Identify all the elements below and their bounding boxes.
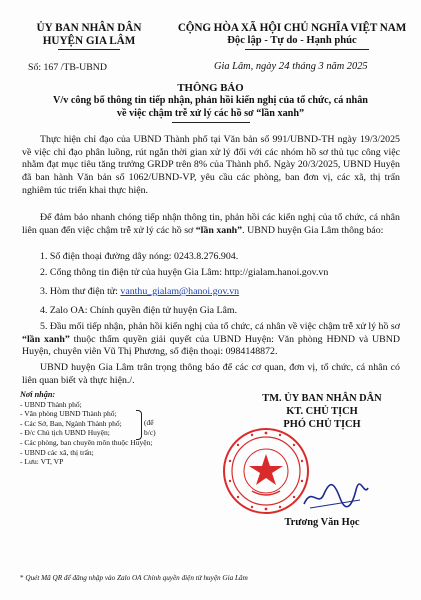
item-zalo: 4. Zalo OA: Chính quyền điện tử huyện Gia Lâm. bbox=[40, 305, 238, 316]
recipient-item: - Văn phòng UBND Thành phố; bbox=[20, 409, 117, 419]
document-number: Số: 167 /TB-UBND bbox=[28, 62, 107, 73]
recipient-item: - Các phòng, ban chuyên môn thuộc Huyện; bbox=[20, 437, 153, 447]
paragraph-purpose bbox=[22, 212, 400, 237]
recipient-item: - UBND các xã, thị trấn; bbox=[20, 447, 94, 457]
bracket-note-line2: b/c) bbox=[144, 427, 156, 437]
date-suffix: tháng 3 năm 2025 bbox=[289, 61, 368, 72]
issue-date bbox=[214, 60, 368, 72]
bracket-note-line1: (để bbox=[144, 418, 154, 427]
recipient-item: - Các Sở, Ban, Ngành Thành phố; bbox=[20, 418, 122, 428]
qr-footnote bbox=[20, 574, 248, 582]
subject-line-2: về việc chậm trễ xử lý các hồ sơ “lần xanh” bbox=[116, 108, 305, 119]
date-day: 24 bbox=[278, 60, 290, 72]
recipients-bracket bbox=[136, 410, 142, 440]
item-email bbox=[22, 286, 400, 299]
official-seal-icon bbox=[222, 427, 310, 515]
purpose-text: Để đảm bảo nhanh chóng tiếp nhận thông tin, phản hồi các kiến nghị của tổ chức, cá nhân liên quan đến việc chậm trễ xử lý các hồ sơ bbox=[22, 212, 400, 236]
signer-name: Trương Văn Học bbox=[284, 517, 360, 528]
motto-underline bbox=[245, 49, 369, 50]
recipients-block bbox=[20, 390, 195, 467]
issuer-name-line1: ỦY BAN NHÂN DÂN bbox=[36, 22, 142, 34]
issuer-name-line2: HUYỆN GIA LÂM bbox=[42, 35, 136, 47]
recipient-item: - Đ/c Chủ tịch UBND Huyện; bbox=[20, 428, 110, 438]
footnote-text: Quét Mã QR để đăng nhập vào Zalo OA Chính quyền điện tử huyện Gia Lâm bbox=[23, 574, 248, 582]
recipients-title: Nơi nhận: bbox=[20, 390, 56, 399]
subject-underline bbox=[172, 122, 250, 123]
recipient-item: - UBND Thành phố; bbox=[20, 399, 82, 409]
email-link[interactable]: vanthu_gialam@hanoi.gov.vn bbox=[120, 286, 240, 297]
subject-line-1: V/v công bố thông tin tiếp nhận, phản hồi kiến nghị của tổ chức, cá nhân bbox=[53, 95, 368, 106]
footnote-mark: * bbox=[20, 574, 24, 582]
item-contact-point bbox=[22, 321, 400, 359]
issuer-underline bbox=[58, 49, 120, 50]
contact-text: 5. Đầu mối tiếp nhận, phản hồi kiến nghị của tổ chức, cá nhân về việc chậm trễ xử lý hồ sơ bbox=[40, 321, 400, 332]
paragraph-directive: Thực hiện chỉ đạo của UBND Thành phố tại Văn bản số 991/UBND-TH ngày 19/3/2025 về việc chỉ đạo phân luồng, rút ngắn thời gian xử lý đối với các nhóm hồ sơ thủ tục công việc nhằm đạt mục tiêu tăng trưởng GRDP trên 8% của Thành phố. Ngày 20/3/2025, UBND Huyện đã ban hành Văn bản số 1062/UBND-VP, yêu cầu các phòng, ban đơn vị, các xã, thị trấn nghiêm túc triển khai thực hiện. bbox=[22, 134, 400, 196]
national-motto: Độc lập - Tự do - Hạnh phúc bbox=[227, 35, 357, 46]
recipients-bracket-note bbox=[144, 418, 156, 437]
handwritten-signature-icon bbox=[300, 478, 370, 512]
document-title: THÔNG BÁO bbox=[177, 82, 244, 94]
signature-authority: TM. ỦY BAN NHÂN DÂN bbox=[262, 393, 382, 404]
item-portal: 2. Cổng thông tin điện tử của huyện Gia Lâm: http://gialam.hanoi.gov.vn bbox=[40, 267, 329, 278]
contact-tail: thuộc thẩm quyền giải quyết của UBND Huyện: Văn phòng HĐND và UBND Huyện, chuyên viên Vũ Thị Phương, số điện thoại: 0984148872. bbox=[22, 333, 400, 358]
national-title: CỘNG HÒA XÃ HỘI CHỦ NGHĨA VIỆT NAM bbox=[177, 22, 407, 34]
date-prefix: Gia Lâm, ngày bbox=[214, 61, 279, 72]
paragraph-closing: UBND huyện Gia Lâm trân trọng thông báo để các cơ quan, đơn vị, tổ chức, cá nhân có liên quan biết và thực hiện./. bbox=[22, 362, 400, 386]
document-header bbox=[0, 22, 421, 74]
recipient-item: - Lưu: VT, VP bbox=[20, 457, 64, 467]
signature-title: PHÓ CHỦ TỊCH bbox=[283, 419, 361, 430]
signature-role: KT. CHỦ TỊCH bbox=[286, 406, 358, 417]
contact-highlight: “lần xanh” bbox=[22, 333, 70, 345]
purpose-highlight: “lần xanh” bbox=[195, 224, 243, 236]
purpose-tail: . UBND huyện Gia Lâm thông báo: bbox=[242, 224, 384, 236]
email-label: 3. Hòm thư điện tử: bbox=[40, 286, 121, 297]
item-hotline: 1. Số điện thoại đường dây nóng: 0243.8.276.904. bbox=[40, 251, 239, 262]
